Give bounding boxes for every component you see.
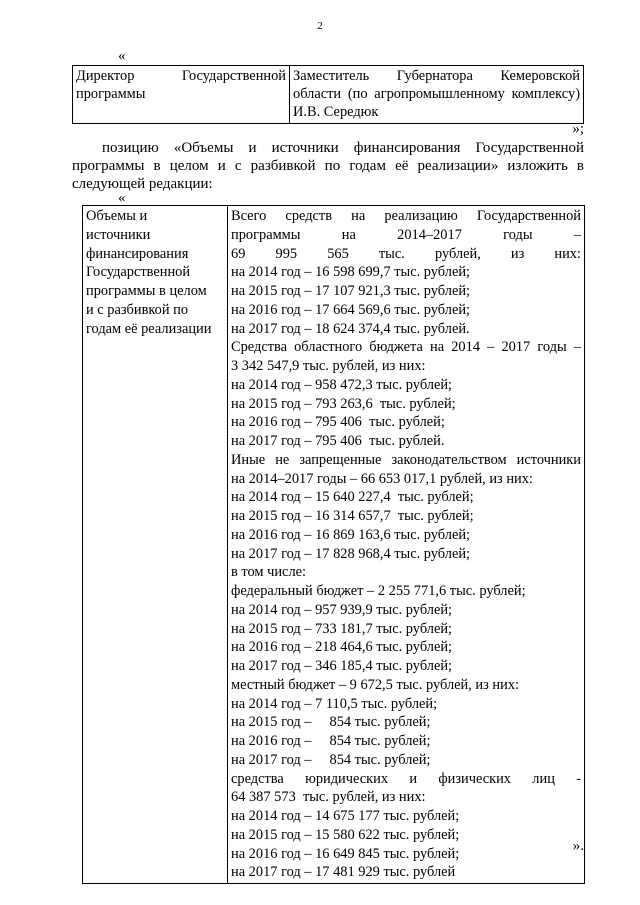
director-label-cell: Директор Государственной программы <box>73 66 290 124</box>
funding-value-line: местный бюджет – 9 672,5 тыс. рублей, из них: <box>231 676 520 693</box>
funding-value-line: средства юридических и физических лиц - <box>231 770 581 787</box>
funding-table <box>82 205 585 884</box>
funding-label-line: Объемы и <box>86 208 148 224</box>
closing-quote-2: ». <box>572 838 584 854</box>
opening-quote-2: « <box>118 190 126 206</box>
director-value-cell: Заместитель Губернатора Кемеровской области (по агропромышленному комплексу) И.В. Середюк <box>290 66 584 124</box>
table-row <box>73 66 584 124</box>
funding-label-line: Государственной <box>86 264 191 281</box>
funding-value-line: на 2016 год – 17 664 569,6 тыс. рублей; <box>231 301 471 318</box>
funding-value-line: на 2017 год – 17 481 929 тыс. рублей <box>231 864 456 881</box>
funding-label-lines <box>86 207 224 338</box>
funding-value-line: на 2017 год – 854 тыс. рублей; <box>231 751 431 768</box>
funding-value-line: на 2014 год – 16 598 699,7 тыс. рублей; <box>231 264 471 281</box>
funding-label-line: источники <box>86 226 151 243</box>
funding-value-line: Иные не запрещенные законодательством источники <box>231 451 581 468</box>
funding-value-line: на 2014 год – 958 472,3 тыс. рублей; <box>231 376 453 393</box>
funding-value-line: на 2017 год – 795 406 тыс. рублей. <box>231 433 445 449</box>
funding-value-line: Средства областного бюджета на 2014 – 2017 годы – <box>231 339 581 356</box>
funding-value-line: на 2017 год – 346 185,4 тыс. рублей; <box>231 658 453 674</box>
funding-value-line: на 2015 год – 733 181,7 тыс. рублей; <box>231 620 453 637</box>
funding-value-line: на 2016 год – 854 тыс. рублей; <box>231 733 431 749</box>
funding-value-line: на 2016 год – 218 464,6 тыс. рублей; <box>231 639 453 656</box>
funding-value-line: 3 342 547,9 тыс. рублей, из них: <box>231 358 426 374</box>
funding-value-line: на 2014 год – 15 640 227,4 тыс. рублей; <box>231 489 474 506</box>
funding-value-line: на 2014–2017 годы – 66 653 017,1 рублей, из них: <box>231 470 533 487</box>
funding-value-line: на 2015 год – 15 580 622 тыс. рублей; <box>231 826 460 843</box>
funding-value-line: на 2015 год – 854 тыс. рублей; <box>231 714 431 731</box>
funding-value-line: федеральный бюджет – 2 255 771,6 тыс. рублей; <box>231 583 526 599</box>
funding-value-line: 64 387 573 тыс. рублей, из них: <box>231 789 426 806</box>
funding-value-line: на 2017 год – 18 624 374,4 тыс. рублей. <box>231 320 470 337</box>
funding-value-line: Всего средств на реализацию Государственной <box>231 208 581 224</box>
funding-value-line: на 2015 год – 16 314 657,7 тыс. рублей; <box>231 508 474 524</box>
funding-value-line: в том числе: <box>231 564 307 581</box>
amendment-text: позицию «Объемы и источники финансирования Государственной программы в целом и с разбивкой по годам её реализации» изложить в следующей редакции: <box>72 140 584 192</box>
closing-quote-1: »; <box>572 121 584 137</box>
funding-value-line: на 2017 год – 17 828 968,4 тыс. рублей; <box>231 545 471 562</box>
funding-label-line: годам её реализации <box>86 320 212 337</box>
funding-value-line: на 2015 год – 793 263,6 тыс. рублей; <box>231 395 456 412</box>
funding-value-line: программы на 2014–2017 годы – <box>231 226 581 243</box>
page-number: 2 <box>317 20 323 32</box>
funding-label-line: финансирования <box>86 245 189 262</box>
funding-value-line: на 2016 год – 795 406 тыс. рублей; <box>231 414 445 431</box>
table-row <box>83 206 585 884</box>
funding-value-line: на 2014 год – 7 110,5 тыс. рублей; <box>231 695 438 712</box>
funding-value-line: на 2015 год – 17 107 921,3 тыс. рублей; <box>231 283 471 299</box>
funding-label-cell <box>83 206 228 884</box>
funding-label-line: и с разбивкой по <box>86 301 189 318</box>
funding-value-line: на 2016 год – 16 869 163,6 тыс. рублей; <box>231 526 471 543</box>
funding-value-line: 69 995 565 тыс. рублей, из них: <box>231 245 581 262</box>
funding-value-lines <box>231 207 581 882</box>
funding-value-line: на 2014 год – 14 675 177 тыс. рублей; <box>231 808 460 824</box>
funding-value-line: на 2014 год – 957 939,9 тыс. рублей; <box>231 601 453 618</box>
opening-quote-1: « <box>118 48 126 64</box>
funding-label-line: программы в целом <box>86 283 207 299</box>
director-table <box>72 65 584 124</box>
funding-value-line: на 2016 год – 16 649 845 тыс. рублей; <box>231 845 460 862</box>
funding-value-cell <box>228 206 585 884</box>
amendment-paragraph <box>72 139 584 193</box>
